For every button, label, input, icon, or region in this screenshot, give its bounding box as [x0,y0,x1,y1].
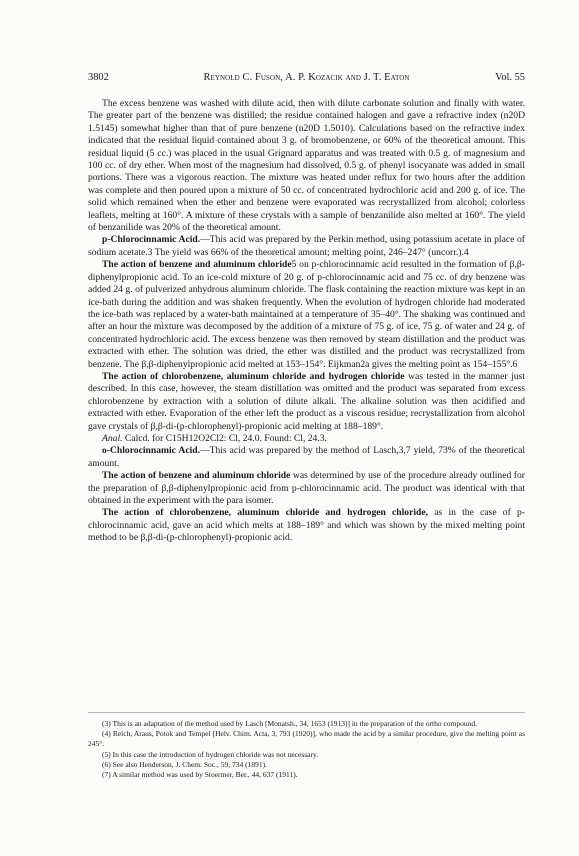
paragraph [88,445,525,470]
paragraph [88,433,525,445]
section-heading: o-Chlorocinnamic Acid. [102,445,200,457]
paragraph [88,259,525,371]
page-number: 3802 [88,72,109,83]
article-body [88,98,525,545]
paragraph-text: —This acid was prepared by the Perkin method, using potassium acetate in place of sodium acetate.3 The yield was 66% of the theoretical amount; melting point, 246–247° (uncorr.).4 [88,234,525,258]
paragraph [88,98,525,234]
section-heading: The action of chlorobenzene, aluminum chloride and hydrogen chloride [102,370,405,382]
paragraph-text: 5 on p-chlorocinnamic acid resulted in the formation of β,β-diphenylpropionic acid. To an ice-cold mixture of 20 g. of p-chlorocinnamic acid and 75 cc. of dry benzene was added 24 g. of pulverized anhydrous aluminum chloride. The flask containing the reaction mixture was kept in an ice-bath during the addition and was shaken frequently. When the evolution of hydrogen chloride had moderated the ice-bath was replaced by a water-bath maintained at a temperature of 35–40°. The shaking was continued and after an hour the mixture was decomposed by the addition of a mixture of 75 g. of ice, 75 g. of water and 24 g. of concentrated hydrochloric acid. The excess benzene was then removed by steam distillation and the product was extracted with ether. The solution was dried, the ether was distilled and the product was recrystallized from benzene. The β,β-diphenylpropionic acid melted at 153–154°. Eijkman2a gives the melting point as 154–155°.6 [88,259,525,370]
paragraph-text: The excess benzene was washed with dilute acid, then with dilute carbonate solution and finally with water. The greater part of the benzene was distilled; the residue contained halogen and gave a refractive index (n20D 1.5145) somewhat higher than that of pure benzene (n20D 1.5010). Calculations based on the refractive index indicated that the residual liquid contained about 3 g. of bromobenzene, or 60% of the theoretical amount. This residual liquid (5 cc.) was placed in the usual Grignard apparatus and was treated with 0.5 g. of magnesium and 100 cc. of dry ether. When most of the magnesium had dissolved, 0.5 g. of phenyl isocyanate was added in small portions. There was a vigorous reaction. The mixture was heated under reflux for two hours after the addition was complete and then poured upon a mixture of 50 cc. of concentrated hydrochloric acid and 200 g. of ice. The solid which remained when the ether and benzene were evaporated was recrystallized from alcohol; colorless leaflets, melting at 160°. A mixture of these crystals with a sample of benzanilide also melted at 160°. The yield of benzanilide was 20% of the theoretical amount. [88,98,525,234]
footnote-divider [88,712,525,713]
section-heading: The action of chlorobenzene, aluminum chloride and hydrogen chloride, [102,507,429,519]
section-heading: The action of benzene and aluminum chloride [102,259,292,271]
footnotes [88,719,525,780]
paragraph [88,371,525,433]
paragraph [88,507,525,544]
footnote: (6) See also Henderson, J. Chem. Soc., 59, 734 (1891). [102,759,267,769]
volume-label: Vol. 55 [495,72,525,83]
footnote: (7) A similar method was used by Stoermer, Ber., 44, 637 (1911). [102,770,298,780]
running-head-authors: Reynold C. Fuson, A. P. Kozacik and J. T. Eaton [203,72,410,83]
paragraph-text: was determined by use of the procedure already outlined for the preparation of β,β-diphenylpropionic acid from p-chlorocinnamic acid. The product was identical with that obtained in the experiment with the para isomer. [88,470,525,506]
running-head [88,71,525,85]
section-heading: The action of benzene and aluminum chloride [102,470,291,482]
paragraph-text: —This acid was prepared by the method of Lasch,3,7 yield, 73% of the theoretical amount. [88,445,525,469]
paragraph-text: as in the case of p-chlorocinnamic acid, gave an acid which melts at 188–189° and which was shown by the mixed melting point method to be β,β-di-(p-chlorophenyl)-propionic acid. [88,507,526,544]
footnote: (4) Reich, Araus, Potok and Tempel [Helv. Chim. Acta, 3, 793 (1920)], who made the acid by a similar procedure, give the melting point as 245°. [88,729,525,749]
paragraph-text: was tested in the manner just described. In this case, however, the steam distillation was omitted and the product was separated from excess chlorobenzene by extraction with a solution of dilute alkali. The alkaline solution was then acidified and extracted with ether. Evaporation of the ether left the product as a viscous residue; recrystallization from alcohol gave crystals of β,β-di-(p-chlorophenyl)-propionic acid melting at 188–189°. [88,370,525,432]
paragraph [88,470,525,507]
paragraph [88,234,525,259]
footnote: (5) In this case the introduction of hydrogen chloride was not necessary. [102,749,319,759]
section-heading: p-Chlorocinnamic Acid. [102,234,201,246]
paragraph-text: Calcd. for C15H12O2Cl2: Cl, 24.0. Found: Cl, 24.3. [122,432,327,444]
footnote: (3) This is an adaptation of the method used by Lasch [Monatsh., 34, 1653 (1913)] in the preparation of the ortho compound. [102,719,477,728]
analysis-label: Anal. [102,432,123,444]
